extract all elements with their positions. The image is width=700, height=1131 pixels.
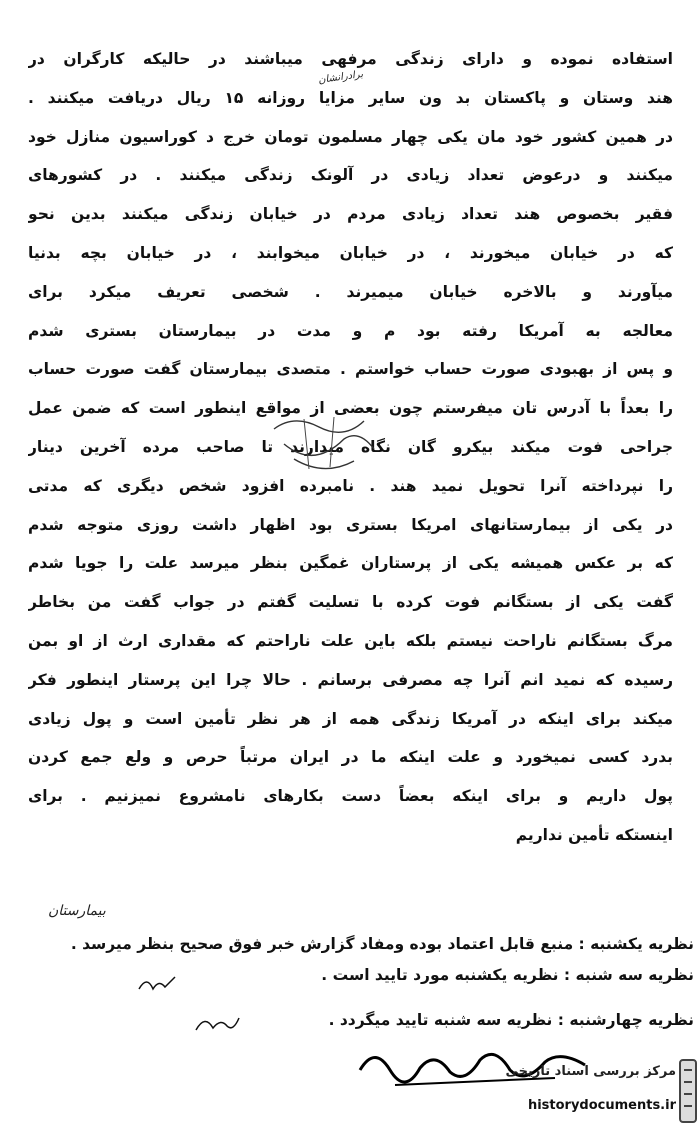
note-sunday: نظریه یکشنبه : منبع قابل اعتماد بوده ومفاد گزارش خبر فوق صحیح بنظر میرسد . [70, 935, 694, 953]
text-line: بدرد کسی نمیخورد و علت اینکه ما در ایران مرتباً حرص و ولع جمع کردن [28, 748, 673, 767]
watermark-title: مرکز بررسی اسناد تاریخی [505, 1064, 676, 1079]
text-line: استفاده نموده و دارای زندگی مرفهی میباشند در حالیکه کارگران در [28, 50, 673, 68]
text-line: که در خیابان میخورند ، در خیابان میخوابند ، در خیابان بچه بدنیا [28, 243, 673, 262]
text-line: معالجه به آمریکا رفته بود م و مدت در بیمارستان بستری شدم [28, 321, 673, 340]
text-line: را بعداً با آدرس تان میفرستم چون بعضی از مواقع اینطور است که ضمن عمل [28, 399, 673, 418]
note-tuesday: نظریه سه شنبه : نظریه یکشنبه مورد تایید است . [321, 966, 694, 984]
text-line: در یکی از بیمارستانهای امریکا بستری بود اظهار داشت روزی متوجه شدم [28, 515, 673, 534]
note-wednesday: نظریه چهارشنبه : نظریه سه شنبه تایید میگردد . [328, 1011, 694, 1029]
text-line: که بر عکس همیشه یکی از پرستاران غمگین بنظر میرسد علت را جویا شدم [28, 554, 673, 573]
text-line: میکند برای اینکه در آمریکا زندگی همه از هر نظر تأمین است و پول زیادی [28, 709, 673, 728]
text-line: اینستکه تأمین نداریم [515, 825, 673, 844]
text-line: میکنند و درعوض تعداد زیادی در آلونک زندگی میکنند . در کشورهای [28, 166, 673, 185]
archive-watermark [418, 1050, 700, 1131]
text-line: جراحی فوت میکند بیکرو گان نگاه میدارند تا صاحب مرده آخرین دینار [28, 437, 673, 456]
initials-tuesday [137, 973, 177, 995]
stamp-scribble [264, 409, 384, 479]
text-line: رسیده که نمید انم آنرا چه مصرفی برسانم . حالا چرا این پرستار اینطور فکر [28, 670, 673, 689]
watermark-url: historydocuments.ir [527, 1098, 676, 1113]
text-line: پول داریم و برای اینکه بعضاً دست بکارهای نامشروع نمیزنیم . برای [28, 787, 673, 806]
text-line: را نپرداخته آنرا تحویل نمید هند . نامبرده افزود شخص دیگری که مدتی [28, 476, 673, 495]
initials-wednesday [193, 1010, 241, 1038]
text-line: میآورند و بالاخره خیابان میمیرند . شخصی تعریف میکرد برای [28, 282, 673, 301]
archive-logo-icon [676, 1056, 700, 1126]
text-line: در همین کشور خود مان یکی چهار مسلمون تومان خرج د کوراسیون منازل خود [28, 127, 673, 146]
text-line: فقیر بخصوص هند تعداد زیادی مردم در خیابان زندگی میکنند بدین نحو [28, 205, 673, 224]
handwritten-interlinear: برادرانشان [317, 68, 364, 87]
text-line: هند وستان و پاکستان بد ون سایر مزایا روزانه ۱۵ ریال دریافت میکنند . [28, 88, 673, 107]
text-line: مرگ بستگانم ناراحت نیستم بلکه باین علت ناراحتم که مقداری ارث از او بمن [28, 631, 673, 650]
handwritten-margin-note: بیمارستان [48, 903, 106, 919]
text-line: گفت یکی از بستگانم فوت کرده با تسلیت گفتم در جواب گفت من بخاطر [28, 593, 673, 612]
text-line: و پس از بهبودی صورت حساب خواستم . متصدی بیمارستان گفت صورت حساب [28, 360, 673, 379]
